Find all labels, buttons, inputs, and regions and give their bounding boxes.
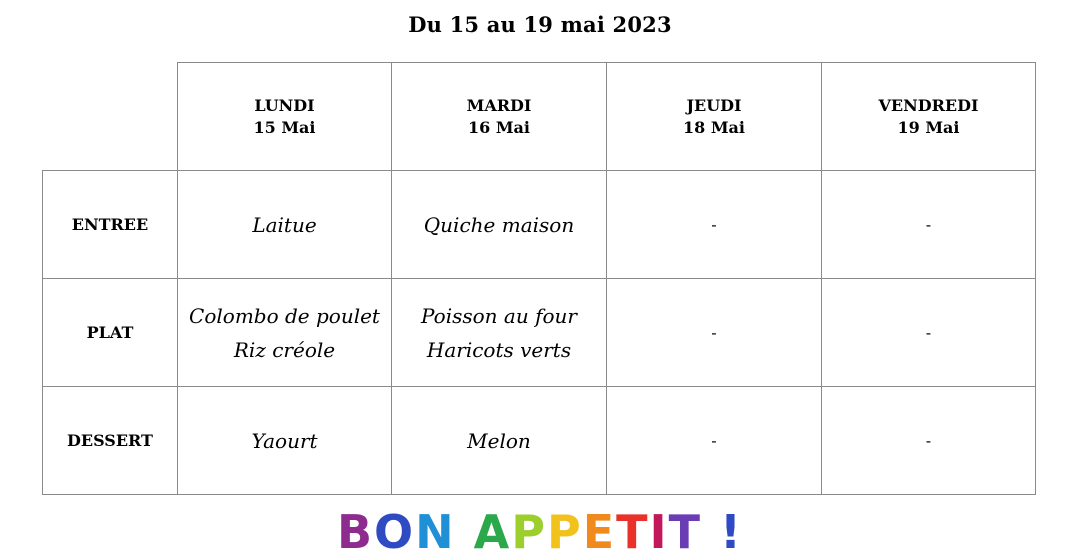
menu-table <box>42 62 1036 495</box>
day-name: JEUDI <box>686 95 742 115</box>
menu-cell <box>821 278 1036 387</box>
day-date: 16 Mai <box>468 117 530 137</box>
day-header-vendredi <box>821 62 1036 171</box>
dish-name: Haricots verts <box>426 337 572 362</box>
menu-cell <box>821 386 1036 495</box>
dish-name: Colombo de poulet <box>189 303 380 328</box>
day-date: 18 Mai <box>683 117 745 137</box>
empty-dash: - <box>925 431 932 450</box>
banner-letter: T <box>668 505 703 559</box>
banner-letter: T <box>616 505 650 559</box>
day-date: 19 Mai <box>897 117 960 137</box>
banner-letter: P <box>546 505 583 559</box>
menu-title: Du 15 au 19 mai 2023 <box>408 12 672 37</box>
banner-letter: E <box>582 505 617 559</box>
day-name: VENDREDI <box>878 95 979 115</box>
day-name: MARDI <box>466 95 532 115</box>
course-label: DESSERT <box>67 431 153 450</box>
dish-name: Melon <box>467 428 531 453</box>
menu-cell <box>606 278 822 387</box>
day-header-lundi <box>177 62 392 171</box>
dish-name: Poisson au four <box>421 303 577 328</box>
empty-dash: - <box>711 431 717 450</box>
menu-cell <box>177 170 392 279</box>
dish-name: Laitue <box>252 212 317 237</box>
empty-dash: - <box>925 323 932 342</box>
row-label-entree <box>42 170 178 279</box>
banner-letter <box>456 505 474 559</box>
day-date: 15 Mai <box>253 117 316 137</box>
bon-appetit-banner <box>0 505 1080 559</box>
day-header-mardi <box>391 62 607 171</box>
menu-cell <box>391 278 607 387</box>
banner-letter: I <box>649 505 669 559</box>
banner-letter: A <box>473 505 512 559</box>
menu-cell <box>391 170 607 279</box>
banner-letter: ! <box>720 505 744 559</box>
menu-cell <box>391 386 607 495</box>
course-label: PLAT <box>86 323 134 342</box>
menu-cell <box>606 170 822 279</box>
empty-dash: - <box>711 215 717 234</box>
banner-letter: P <box>511 505 547 559</box>
banner-letter: B <box>336 505 375 559</box>
banner-letter: O <box>374 505 416 559</box>
row-label-dessert <box>42 386 178 495</box>
dish-name: Yaourt <box>251 428 318 453</box>
banner-letter <box>702 505 720 559</box>
day-header-jeudi <box>606 62 822 171</box>
empty-dash: - <box>711 323 717 342</box>
row-label-plat <box>42 278 178 387</box>
course-label: ENTREE <box>71 215 149 234</box>
menu-cell <box>177 386 392 495</box>
empty-dash: - <box>925 215 932 234</box>
menu-cell <box>606 386 822 495</box>
day-name: LUNDI <box>254 95 315 115</box>
menu-cell <box>177 278 392 387</box>
banner-letter: N <box>415 505 456 559</box>
dish-name: Quiche maison <box>423 212 575 237</box>
menu-cell <box>821 170 1036 279</box>
dish-name: Riz créole <box>233 337 336 362</box>
